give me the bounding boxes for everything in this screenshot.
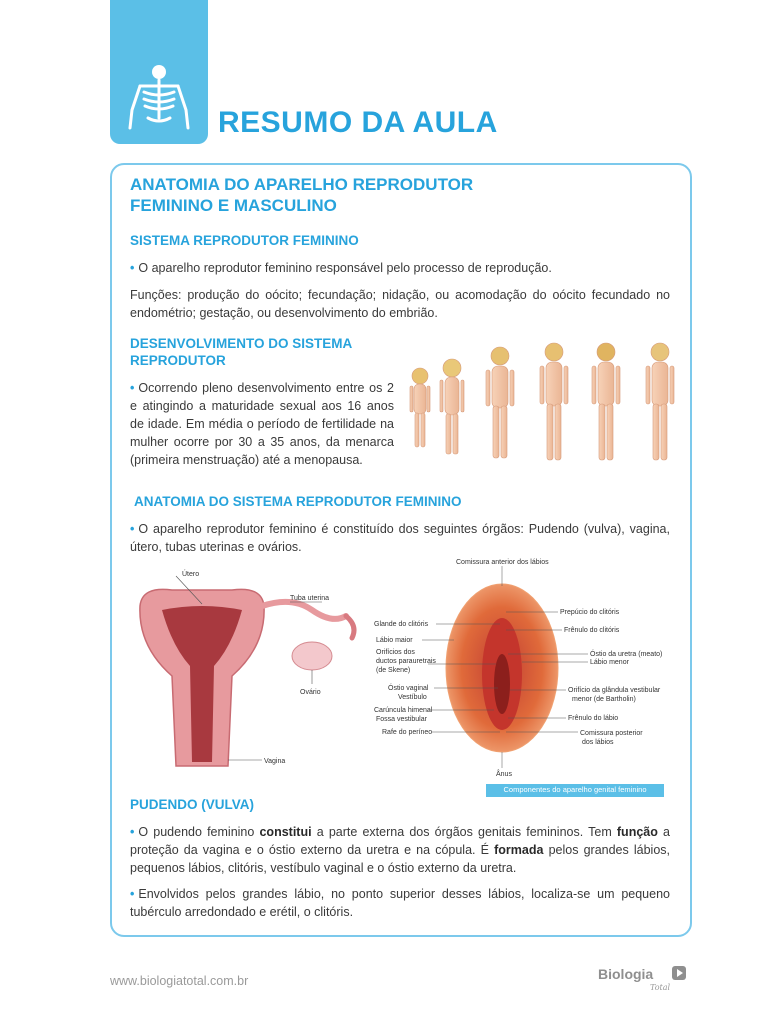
section4-paragraph1: • O pudendo feminino constitui a parte externa dos órgãos genitais femininos. Tem função a proteção da vagina e o óstio externo da uretra e na cópula. É formada pelos grandes lábios, pequenos lábios, clitóris, vestíbulo vaginal e o óstio externo da uretra. [130, 825, 671, 875]
section2-title-line1: DESENVOLVIMENTO DO SISTEMA [130, 336, 353, 351]
svg-text:Glande do clitóris: Glande do clitóris [374, 621, 429, 628]
main-heading [130, 174, 473, 216]
figure-caption: Componentes do aparelho genital feminino [503, 785, 647, 794]
vulva-illustration [372, 554, 672, 782]
figure-child-1 [410, 368, 430, 447]
svg-text:Fossa vestibular: Fossa vestibular [376, 716, 427, 723]
figure-teen-1 [540, 343, 568, 460]
svg-text:Óstio vaginal: Óstio vaginal [388, 685, 429, 692]
bullet-icon: • [130, 261, 135, 275]
section3-bullet [130, 520, 670, 556]
label-utero: Útero [182, 571, 200, 578]
section1-functions: Funções: produção do oócito; fecundação; nidação, ou acomodação do oócito fecundado no endométrio; gestação, ou desenvolvimento do embrião. [130, 288, 670, 320]
svg-text:dos lábios: dos lábios [582, 739, 614, 746]
svg-text:Orifício da glândula vestibula: Orifício da glândula vestibular [568, 687, 661, 694]
svg-text:Rafe do períneo: Rafe do períneo [382, 729, 433, 736]
keyword-formada: formada [494, 843, 544, 857]
footer-website-link[interactable]: www.biologiatotal.com.br [110, 974, 249, 988]
main-heading-line1: ANATOMIA DO APARELHO REPRODUTOR [130, 175, 474, 194]
section-title-pudendo: PUDENDO (VULVA) [130, 797, 254, 812]
section-title-sistema-reprodutor: SISTEMA REPRODUTOR FEMININO [130, 233, 359, 248]
label-tuba: Tuba uterina [290, 595, 330, 602]
section1-bullet [130, 259, 670, 277]
bullet-icon: • [130, 381, 135, 395]
uterus-illustration [132, 566, 368, 772]
section4-paragraph2-text: Envolvidos pelos grandes lábio, no ponto superior desses lábios, localiza-se um pequeno tubérculo arredondado e erétil, o clitóris. [130, 887, 670, 919]
svg-text:Vestíbulo: Vestíbulo [398, 694, 427, 701]
svg-text:Óstio da uretra (meato): Óstio da uretra (meato) [590, 651, 663, 658]
bullet-icon: • [130, 522, 135, 536]
svg-text:ductos parauretrais: ductos parauretrais [376, 658, 436, 665]
bullet-icon: • [130, 825, 135, 839]
section3-bullet-text: O aparelho reprodutor feminino é constituído dos seguintes órgãos: Pudendo (vulva), vagina, útero, tubas uterinas e ovários. [130, 522, 670, 554]
section-title-anatomia: ANATOMIA DO SISTEMA REPRODUTOR FEMININO [134, 494, 462, 509]
play-icon [672, 966, 686, 980]
svg-text:Prepúcio do clitóris: Prepúcio do clitóris [560, 609, 620, 616]
development-stages-illustration [402, 336, 692, 466]
figure-child-2 [440, 359, 464, 454]
svg-text:Frênulo do lábio: Frênulo do lábio [568, 715, 619, 722]
svg-text:Orifícios dos: Orifícios dos [376, 649, 415, 656]
svg-text:Comissura posterior: Comissura posterior [580, 730, 643, 737]
svg-text:Lábio maior: Lábio maior [376, 637, 413, 644]
svg-text:Lábio menor: Lábio menor [590, 659, 629, 666]
vulva-label-bottom: Ânus [496, 771, 512, 778]
figure-child-3 [486, 347, 514, 458]
footer-logo-sub: Total [650, 983, 671, 992]
svg-text:menor (de Bartholin): menor (de Bartholin) [572, 696, 636, 703]
vulva-label-top: Comissura anterior dos lábios [456, 559, 549, 566]
main-heading-line2: FEMININO E MASCULINO [130, 196, 337, 215]
section2-title-line2: REPRODUTOR [130, 353, 226, 368]
svg-text:Carúncula himenal: Carúncula himenal [374, 707, 433, 714]
svg-text:(de Skene): (de Skene) [376, 667, 411, 674]
keyword-funcao: função [616, 825, 658, 839]
keyword-constitui: constitui [259, 825, 312, 839]
section1-bullet-text: O aparelho reprodutor feminino responsável pelo processo de reprodução. [138, 261, 552, 275]
section-title-desenvolvimento [130, 335, 352, 369]
label-vagina: Vagina [264, 758, 286, 765]
footer-logo: Biologia [598, 966, 654, 982]
figure-teen-2 [592, 343, 620, 460]
section2-bullet-text: Ocorrendo pleno desenvolvimento entre os 2 e atingindo a maturidade sexual aos 16 anos de idade. Em média o período de fertilidade na mulher ocorre por 30 a 35 anos, da menarca (primeira menstruação) até a menopausa. [130, 381, 394, 467]
page-title: RESUMO DA AULA [218, 106, 498, 139]
svg-text:Frênulo do clitóris: Frênulo do clitóris [564, 627, 620, 634]
header-tab [110, 0, 208, 144]
section4-paragraph2 [130, 885, 670, 921]
section2-bullet [130, 379, 394, 469]
bullet-icon: • [130, 887, 135, 901]
skeleton-icon [124, 62, 194, 138]
figure-adult [646, 343, 674, 460]
label-ovario: Ovário [300, 689, 321, 696]
